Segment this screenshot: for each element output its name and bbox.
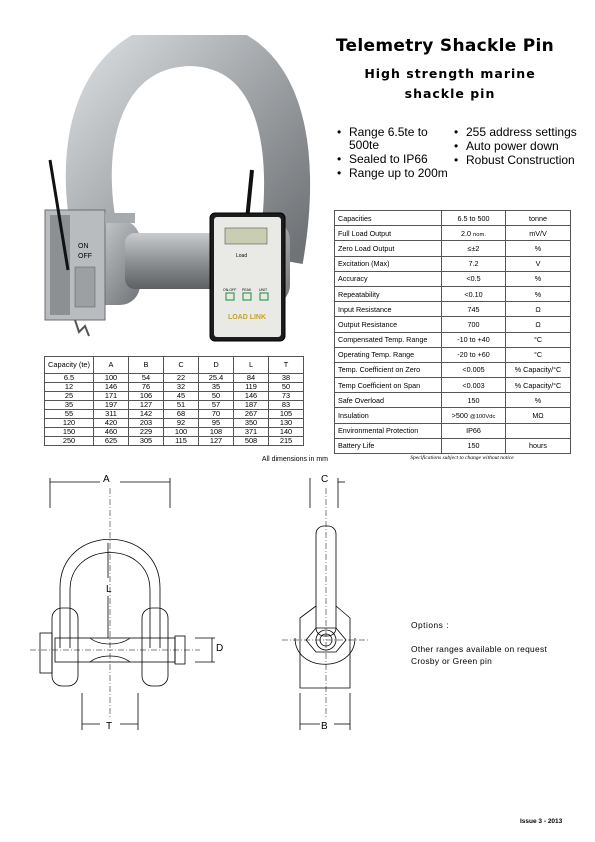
table-cell: 127 (199, 437, 234, 446)
table-cell: 150 (45, 428, 94, 437)
table-cell: 6.5 (45, 374, 94, 383)
spec-value-cell (442, 286, 506, 301)
spec-value-cell (442, 241, 506, 256)
spec-value-cell (442, 362, 506, 377)
page-title: Telemetry Shackle Pin (335, 36, 555, 56)
spec-unit: hours (506, 438, 571, 453)
issue-label: Issue 3 - 2013 (520, 818, 563, 825)
dimension-label-t: T (106, 721, 113, 732)
spec-unit: % Capacity/°C (506, 362, 571, 377)
col-header: A (94, 357, 129, 374)
table-cell: 106 (129, 392, 164, 401)
spec-row (335, 271, 571, 286)
spec-value: ≤±2 (467, 243, 480, 253)
table-cell: 229 (129, 428, 164, 437)
spec-parameter: Environmental Protection (335, 423, 442, 438)
spec-unit: % Capacity/°C (506, 378, 571, 393)
spec-value-cell (442, 408, 506, 423)
table-cell: 50 (269, 383, 304, 392)
table-cell: 38 (269, 374, 304, 383)
table-cell: 127 (129, 401, 164, 410)
spec-table (334, 210, 571, 454)
spec-unit: mV/V (506, 226, 571, 241)
spec-parameter: Zero Load Output (335, 241, 442, 256)
table-cell: 267 (234, 410, 269, 419)
spec-row (335, 302, 571, 317)
table-cell: 84 (234, 374, 269, 383)
table-row (45, 437, 304, 446)
table-cell: 100 (94, 374, 129, 383)
spec-value-cell (442, 317, 506, 332)
table-cell: 311 (94, 410, 129, 419)
svg-text:PEAK: PEAK (242, 288, 252, 292)
dimension-note: All dimensions in mm (261, 456, 328, 463)
table-cell: 35 (45, 401, 94, 410)
table-cell: 146 (234, 392, 269, 401)
switch-label-off: OFF (78, 253, 92, 260)
spec-value: 700 (467, 319, 480, 329)
spec-unit: V (506, 256, 571, 271)
table-cell: 70 (199, 410, 234, 419)
spec-parameter: Temp Coefficient on Span (335, 378, 442, 393)
spec-value: <0.003 (462, 380, 485, 390)
spec-value-cell (442, 226, 506, 241)
spec-row (335, 286, 571, 301)
spec-value: 6.5 to 500 (457, 213, 490, 223)
table-cell: 95 (199, 419, 234, 428)
spec-parameter: Compensated Temp. Range (335, 332, 442, 347)
spec-parameter: Capacities (335, 211, 442, 226)
table-cell: 142 (129, 410, 164, 419)
table-cell: 140 (269, 428, 304, 437)
spec-row (335, 317, 571, 332)
spec-row (335, 332, 571, 347)
spec-parameter: Insulation (335, 408, 442, 423)
table-cell: 215 (269, 437, 304, 446)
spec-unit: % (506, 286, 571, 301)
spec-value-qualifier: @100Vdc (469, 414, 496, 421)
table-cell: 54 (129, 374, 164, 383)
spec-row (335, 226, 571, 241)
spec-value: 2.0 (461, 228, 472, 238)
spec-unit (506, 423, 571, 438)
spec-parameter: Battery Life (335, 438, 442, 453)
table-cell: 12 (45, 383, 94, 392)
spec-value-cell (442, 378, 506, 393)
col-header: C (164, 357, 199, 374)
table-cell: 92 (164, 419, 199, 428)
table-cell: 146 (94, 383, 129, 392)
svg-text:ON-OFF: ON-OFF (223, 288, 237, 292)
dimension-table-body (45, 374, 304, 446)
dimension-table (44, 356, 304, 446)
table-cell: 197 (94, 401, 129, 410)
table-cell: 625 (94, 437, 129, 446)
spec-row (335, 408, 571, 423)
table-cell: 350 (234, 419, 269, 428)
spec-parameter: Repeatability (335, 286, 442, 301)
handset-small-label: Load (236, 253, 248, 259)
table-cell: 115 (164, 437, 199, 446)
spec-row (335, 438, 571, 453)
spec-value: <0.005 (462, 365, 485, 375)
feature-item: • Robust Construction (454, 154, 584, 167)
spec-row (335, 211, 571, 226)
page-subtitle (330, 64, 570, 104)
spec-value: 150 (467, 441, 480, 451)
table-cell: 83 (269, 401, 304, 410)
spec-parameter: Output Resistance (335, 317, 442, 332)
table-cell: 68 (164, 410, 199, 419)
spec-value-cell (442, 211, 506, 226)
handset-brand: LOAD LINK (227, 314, 267, 321)
features-left-list (337, 126, 455, 181)
table-cell: 171 (94, 392, 129, 401)
options-line-2: Crosby or Green pin (411, 656, 493, 666)
dimension-label-d: D (216, 643, 224, 654)
features-right-list (454, 126, 584, 168)
feature-item: • Sealed to IP66 (337, 153, 455, 166)
table-cell: 305 (129, 437, 164, 446)
col-header: T (269, 357, 304, 374)
spec-value: <0.10 (464, 289, 483, 299)
spec-row (335, 393, 571, 408)
handset-display (225, 228, 267, 244)
spec-row (335, 347, 571, 362)
table-cell: 25.4 (199, 374, 234, 383)
spec-value: -20 to +60 (457, 350, 490, 360)
table-cell: 371 (234, 428, 269, 437)
col-header: D (199, 357, 234, 374)
table-cell: 50 (199, 392, 234, 401)
table-cell: 130 (269, 419, 304, 428)
dimension-label-a: A (103, 474, 110, 485)
spec-value: <0.5 (466, 274, 481, 284)
spec-row (335, 423, 571, 438)
table-cell: 57 (199, 401, 234, 410)
spec-parameter: Accuracy (335, 271, 442, 286)
spec-value-cell (442, 393, 506, 408)
spec-unit: Ω (506, 317, 571, 332)
subtitle-line-2: shackle pin (404, 86, 496, 101)
table-cell: 45 (164, 392, 199, 401)
spec-parameter: Safe Overload (335, 393, 442, 408)
spec-value: 745 (467, 304, 480, 314)
spec-unit: °C (506, 332, 571, 347)
spec-value: -10 to +40 (457, 335, 490, 345)
spec-unit: % (506, 241, 571, 256)
table-cell: 100 (164, 428, 199, 437)
dimension-label-b: B (321, 721, 328, 732)
options-line-1: Other ranges available on request (411, 644, 548, 654)
spec-unit: Ω (506, 302, 571, 317)
feature-item: • Range up to 200m (337, 167, 455, 180)
dimension-label-l: L (106, 584, 112, 595)
spec-value-cell (442, 256, 506, 271)
table-cell: 105 (269, 410, 304, 419)
spec-parameter: Operating Temp. Range (335, 347, 442, 362)
feature-item: • Range 6.5te to 500te (337, 126, 455, 152)
spec-value: 7.2 (468, 259, 479, 269)
spec-table-body (335, 211, 571, 454)
spec-value: 150 (467, 395, 480, 405)
spec-unit: tonne (506, 211, 571, 226)
table-row (45, 401, 304, 410)
spec-parameter: Input Resistance (335, 302, 442, 317)
table-cell: 250 (45, 437, 94, 446)
table-row (45, 383, 304, 392)
spec-row (335, 256, 571, 271)
table-cell: 460 (94, 428, 129, 437)
spec-row (335, 378, 571, 393)
technical-drawing (20, 468, 400, 738)
spec-unit: % (506, 271, 571, 286)
spec-value: >500 (451, 411, 468, 421)
table-cell: 420 (94, 419, 129, 428)
options-title: Options : (411, 620, 450, 630)
product-photo (30, 35, 330, 355)
table-cell: 55 (45, 410, 94, 419)
spec-value-cell (442, 332, 506, 347)
feature-item: • 255 address settings (454, 126, 584, 139)
table-cell: 35 (199, 383, 234, 392)
spec-value-cell (442, 302, 506, 317)
spec-row (335, 241, 571, 256)
spec-unit: % (506, 393, 571, 408)
spec-value: IP66 (466, 426, 481, 436)
table-row (45, 374, 304, 383)
table-row (45, 392, 304, 401)
col-header: B (129, 357, 164, 374)
col-header: L (234, 357, 269, 374)
spec-parameter: Temp. Coefficient on Zero (335, 362, 442, 377)
table-cell: 120 (45, 419, 94, 428)
subtitle-line-1: High strength marine (364, 66, 536, 81)
table-cell: 22 (164, 374, 199, 383)
table-row (45, 410, 304, 419)
spec-value-cell (442, 438, 506, 453)
spec-value-qualifier: nom. (473, 231, 486, 238)
spec-value-cell (442, 347, 506, 362)
table-cell: 203 (129, 419, 164, 428)
table-cell: 25 (45, 392, 94, 401)
table-row (45, 419, 304, 428)
spec-row (335, 362, 571, 377)
svg-text:UNIT: UNIT (259, 288, 268, 292)
spec-parameter: Full Load Output (335, 226, 442, 241)
table-header-row (45, 357, 304, 374)
switch-label-on: ON (78, 243, 89, 250)
table-cell: 119 (234, 383, 269, 392)
table-cell: 32 (164, 383, 199, 392)
table-cell: 76 (129, 383, 164, 392)
table-cell: 108 (199, 428, 234, 437)
spec-value-cell (442, 271, 506, 286)
col-header: Capacity (te) (45, 357, 94, 374)
table-cell: 187 (234, 401, 269, 410)
table-row (45, 428, 304, 437)
dimension-label-c: C (321, 474, 329, 485)
spec-value-cell (442, 423, 506, 438)
table-cell: 508 (234, 437, 269, 446)
table-cell: 51 (164, 401, 199, 410)
spec-unit: MΩ (506, 408, 571, 423)
spec-note: Specifications subject to change without notice (410, 455, 514, 461)
spec-parameter: Excitation (Max) (335, 256, 442, 271)
spec-unit: °C (506, 347, 571, 362)
feature-item: • Auto power down (454, 140, 584, 153)
table-cell: 73 (269, 392, 304, 401)
